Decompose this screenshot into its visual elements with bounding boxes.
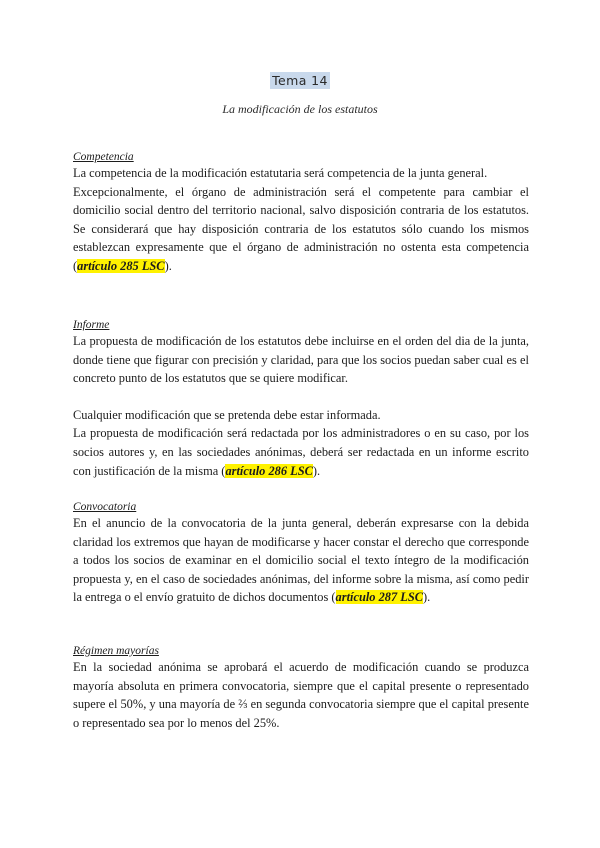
section-heading: Informe	[73, 319, 110, 331]
paragraph: La propuesta de modificación de los estatutos debe incluirse en el orden del dia de la junta, donde tiene que figurar con precisión y claridad, para que los socios puedan saber cual es el concreto punto de los estatutos que se quiere modificar.	[73, 334, 529, 386]
paragraph: Cualquier modificación que se pretenda debe estar informada.	[73, 407, 381, 422]
section-informe	[73, 318, 529, 480]
paragraph: En el anuncio de la convocatoria de la junta general, deberán expresarse con la debida claridad los extremos que hayan de modificarse y hacer constar el derecho que corresponde a todos los socios de examinar en el domicilio social el texto íntegro de la modificación propuesta y, en el caso de sociedades anónimas, del informe sobre la misma, así como pedir la entrega o el envío gratuito de dichos documentos (artículo 287 LSC).	[73, 516, 529, 605]
section-regimen-mayorias	[73, 644, 529, 732]
paragraph: La propuesta de modificación será redactada por los administradores o en su caso, por los socios autores y, en las sociedades anónimas, deberá ser redactada en un informe escrito con justificación de la misma (artículo 286 LSC).	[73, 426, 529, 478]
page-subtitle: La modificación de los estatutos	[222, 102, 378, 116]
section-convocatoria	[73, 500, 529, 607]
paragraph: En la sociedad anónima se aprobará el acuerdo de modificación cuando se produzca mayoría absoluta en primera convocatoria, siempre que el capital presente o representado supere el 50%, y una mayoría de ⅔ en segunda convocatoria siempre que el capital presente o representado sea por lo menos del 25%.	[73, 660, 529, 730]
section-heading: Régimen mayorías	[73, 645, 159, 657]
article-reference: artículo 287 LSC	[335, 590, 423, 605]
paragraph: Excepcionalmente, el órgano de administración será el competente para cambiar el domicilio social dentro del territorio nacional, salvo disposición contraria de los estatutos. Se considerará que hay disposición contraria de los estatutos sólo cuando los mismos establezcan expresamente que el órgano de administración no ostenta esta competencia (artículo 285 LSC).	[73, 184, 529, 273]
section-heading: Convocatoria	[73, 501, 137, 513]
article-reference: artículo 285 LSC	[77, 258, 165, 273]
page-title: Tema 14	[272, 73, 328, 88]
section-heading: Competencia	[73, 151, 134, 163]
section-competencia	[73, 150, 529, 276]
article-reference: artículo 286 LSC	[225, 463, 313, 478]
paragraph: La competencia de la modificación estatutaria será competencia de la junta general.	[73, 166, 488, 180]
